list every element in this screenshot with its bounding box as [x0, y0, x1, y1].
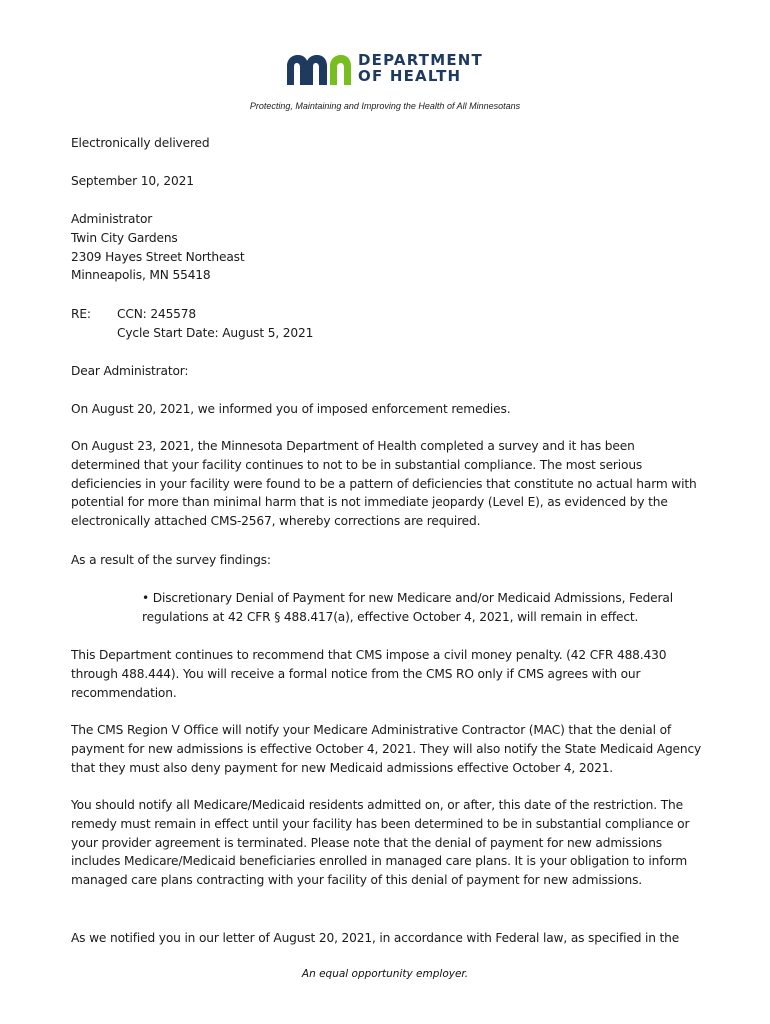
logo-wordmark — [358, 52, 483, 84]
paragraph-1 — [71, 400, 703, 419]
recipient-line: Minneapolis, MN 55418 — [71, 268, 211, 283]
recipient-address — [71, 210, 703, 285]
re-label: RE: — [71, 307, 91, 321]
tagline: Protecting, Maintaining and Improving the Health of All Minnesotans — [249, 101, 521, 111]
paragraph-3 — [71, 551, 703, 570]
paragraph-text: You should notify all Medicare/Medicaid residents admitted on, or after, this date of the restriction. The remedy must remain in effect until your facility has been determined to be in substantial compliance or your provider agreement is terminated. Please note that the denial of payment for new admissions includes Medicare/Medicaid beneficiaries enrolled in managed care plans. It is your obligation to inform managed care plans contracting with your facility of this denial of payment for new admissions. — [71, 798, 690, 888]
paragraph-7 — [71, 929, 703, 948]
letter-date — [71, 172, 703, 191]
paragraph-5 — [71, 721, 703, 777]
salutation-text: Dear Administrator: — [71, 364, 189, 378]
paragraph-text: On August 20, 2021, we informed you of imposed enforcement remedies. — [71, 402, 511, 416]
paragraph-text: As a result of the survey findings: — [71, 553, 271, 567]
recipient-line: 2309 Hayes Street Northeast — [71, 249, 245, 264]
delivery-text: Electronically delivered — [71, 136, 210, 150]
recipient-line: Administrator — [71, 212, 153, 226]
date-text: September 10, 2021 — [71, 174, 194, 188]
re-ccn: CCN: 245578 — [117, 307, 196, 321]
re-cycle-date: Cycle Start Date: August 5, 2021 — [117, 325, 314, 340]
paragraph-4 — [71, 646, 703, 702]
paragraph-6 — [71, 796, 703, 890]
mn-logo-icon — [284, 52, 354, 86]
paragraph-text: This Department continues to recommend that CMS impose a civil money penalty. (42 CFR 488.430 through 488.444). You will receive a formal notice from the CMS RO only if CMS agrees with our recommendation. — [71, 648, 667, 700]
logo-line-1: DEPARTMENT — [358, 51, 483, 69]
recipient-line: Twin City Gardens — [71, 230, 178, 245]
bullet-text: • Discretionary Denial of Payment for new Medicare and/or Medicaid Admissions, Federal regulations at 42 CFR § 488.417(a), effective October 4, 2021, will remain in effect. — [142, 591, 673, 624]
paragraph-2 — [71, 437, 703, 531]
salutation — [71, 362, 703, 381]
mdh-logo — [284, 52, 494, 88]
footer: An equal opportunity employer. — [301, 968, 469, 980]
delivery-method — [71, 134, 703, 153]
logo-line-2: OF HEALTH — [358, 67, 462, 85]
re-block — [71, 305, 703, 343]
paragraph-text: On August 23, 2021, the Minnesota Department of Health completed a survey and it has been determined that your facility continues to not to be in substantial compliance. The most serious deficiencies in your facility were found to be a pattern of deficiencies that constitute no actual harm with potential for more than minimal harm that is not immediate jeopardy (Level E), as evidenced by the electronically attached CMS-2567, whereby corrections are required. — [71, 439, 697, 529]
remedy-bullet — [71, 589, 703, 627]
paragraph-text: The CMS Region V Office will notify your Medicare Administrative Contractor (MAC) that the denial of payment for new admissions is effective October 4, 2021. They will also notify the State Medicaid Agency that they must also deny payment for new Medicaid admissions effective October 4, 2021. — [71, 723, 702, 775]
paragraph-text: As we notified you in our letter of August 20, 2021, in accordance with Federal law, as specified in the — [71, 931, 680, 945]
